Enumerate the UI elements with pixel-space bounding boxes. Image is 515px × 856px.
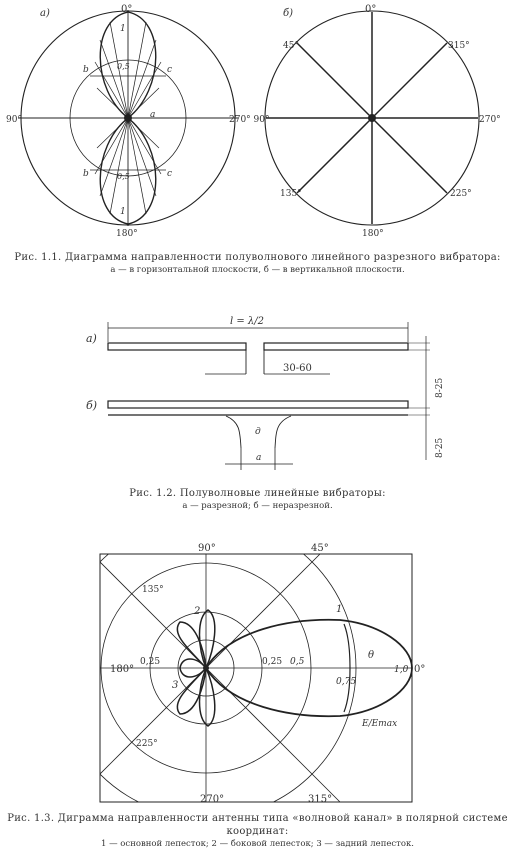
fig1a-label-05b: 0,5 [117,172,130,181]
fig3-ang-180: 180° [110,664,135,675]
fig3-lobe-1: 1 [336,604,343,615]
fig3-lobe-3: 3 [172,680,179,691]
figure-1-1-drawing [0,0,515,245]
fig3-r-025-left: 0,25 [140,657,161,667]
fig3-caption-sub: 1 — основной лепесток; 2 — боковой лепесток; 3 — задний лепесток. [101,839,414,849]
fig1b-label-45: 45° [283,41,299,51]
fig3-ang-135: 135° [142,585,164,595]
fig1a-label-c: c [167,65,173,75]
figure-1-2 [0,310,515,482]
fig1-caption-title: Рис. 1.1. Диаграмма направленности полуволнового линейного разрезного вибратора: [14,252,501,263]
fig3-ang-225: 225° [136,739,158,749]
fig1b-label-270: 270° [479,115,501,125]
figure-1-3-drawing [0,540,515,810]
fig2-gap-label: 30-60 [283,363,312,374]
fig1a-label-1-bottom: 1 [120,207,126,217]
fig3-ang-315: 315° [308,794,333,805]
fig3-lobe-2: 2 [194,606,201,617]
fig1a-label-180: 180° [116,229,138,239]
fig2a-left-half [108,343,246,350]
fig2b-feed-left [226,416,241,448]
fig3-r-075: 0,75 [336,677,357,687]
figure-1-3-caption [0,812,515,851]
fig2b-feed-right [275,416,291,448]
fig1a-label-c2: c [167,169,173,179]
fig3-ratio: E/Emax [362,719,398,729]
fig1b-center-dot [368,114,376,122]
fig3-caption-title: Рис. 1.3. Диграмма направленности антенны типа «волновой канал» в полярной системе координат: [7,813,508,837]
fig1b-label-315: 315° [448,41,470,51]
figure-1-3 [0,540,515,810]
fig3-ang-0: 0° [414,664,426,675]
fig1a-label-a: a [150,110,156,120]
fig3-r-05: 0,5 [290,657,305,667]
fig2-label-a: а) [86,332,97,345]
fig1a-label-05: 0,5 [117,62,130,71]
fig1a-center-dot [124,114,132,122]
fig3-side-lobe-lower-left [177,668,206,714]
fig2-length-label: l = λ/2 [230,316,265,327]
fig3-ang-270: 270° [200,794,225,805]
fig2-dim-right-1: 8-25 [435,377,445,398]
figure-1-1-caption [0,251,515,277]
fig1a-label-90: 90° [6,115,22,125]
fig3-center-dot [203,665,209,671]
fig3-side-lobe-upper-left [177,622,206,668]
fig1a-label-b: b [83,65,89,75]
fig3-polar-grid [56,540,412,810]
fig2-caption-sub: а — разрезной; б — неразрезной. [182,501,333,511]
fig1b-label-180: 180° [362,229,384,239]
fig1b-label-0: 0° [365,4,377,15]
fig2b-folded-dipole [108,401,408,408]
fig2-label-b: б) [86,399,98,412]
fig1a-label-1-top: 1 [120,24,126,34]
figure-1-2-caption [0,487,515,513]
fig2-feed-d: д [255,427,261,437]
fig1a-label-270-90: 270° 90° [229,115,270,125]
fig1-panel-b-label: б) [283,8,294,19]
fig1b-label-135: 135° [280,189,302,199]
fig2-feed-a: а [256,453,262,463]
fig3-r-025-right: 0,25 [262,657,283,667]
fig3-ang-45: 45° [311,543,329,554]
fig1-caption-sub: а — в горизонтальной плоскости, б — в вертикальной плоскости. [110,265,405,275]
figure-1-1 [0,0,515,245]
fig1a-label-0: 0° [121,4,133,15]
fig1b-label-225: 225° [450,189,472,199]
fig2a-right-half [264,343,408,350]
figure-1-2-drawing [0,310,515,482]
fig3-r-1: 1,0 [394,665,409,675]
fig2-dim-right-2: 8-25 [435,437,445,458]
fig1a-label-b2: b [83,169,89,179]
fig1-panel-a-label: а) [40,8,50,19]
fig3-theta: θ [368,650,375,661]
fig3-ang-90: 90° [198,543,216,554]
fig2-caption-title: Рис. 1.2. Полуволновые линейные вибраторы: [129,488,386,499]
